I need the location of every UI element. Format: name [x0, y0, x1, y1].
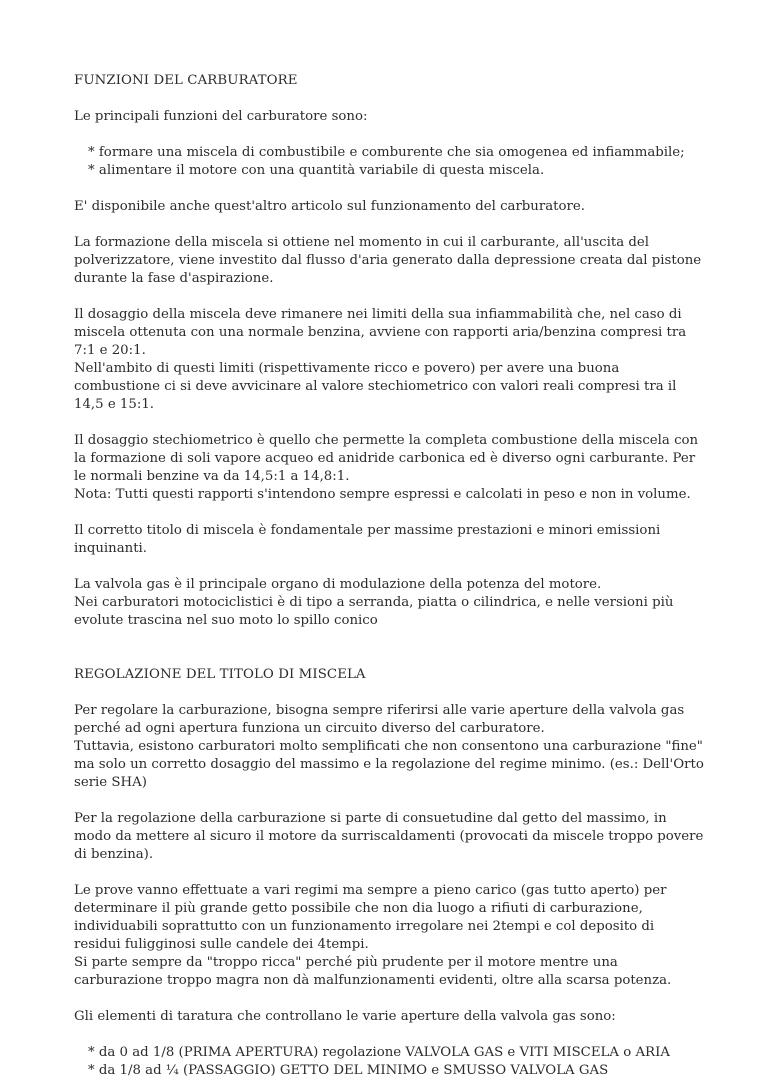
paragraph-ricca: Si parte sempre da "troppo ricca" perché più prudente per il motore mentre una carburazione troppo magra non dà malfunzionamenti evidenti, oltre alla scarsa potenza.: [74, 955, 672, 988]
list-item: * da 1/8 ad ¼ (PASSAGGIO) GETTO DEL MINIMO e SMUSSO VALVOLA GAS: [88, 1062, 704, 1080]
paragraph-dosaggio: Il dosaggio della miscela deve rimanere nei limiti della sua infiammabilità che, nel caso di miscela ottenuta con una normale benzina, avviene con rapporti aria/benzina compresi tra 7:1 e 20:1.: [74, 307, 687, 358]
paragraph-carburatori: Nei carburatori motociclistici è di tipo a serranda, piatta o cilindrica, e nelle versioni più evolute trascina nel suo moto lo spillo conico: [74, 595, 674, 628]
paragraph-valvola: La valvola gas è il principale organo di modulazione della potenza del motore.: [74, 577, 602, 592]
list-item: * alimentare il motore con una quantità variabile di questa miscela.: [88, 162, 704, 180]
paragraph-formazione: La formazione della miscela si ottiene nel momento in cui il carburante, all'uscita del polverizzatore, viene investito dal flusso d'aria generato dalla depressione creata dal pistone durante la fase d'aspirazione.: [74, 235, 702, 286]
section-title-regolazione: REGOLAZIONE DEL TITOLO DI MISCELA: [74, 667, 366, 682]
list-item: * da 0 ad 1/8 (PRIMA APERTURA) regolazione VALVOLA GAS e VITI MISCELA o ARIA: [88, 1044, 704, 1062]
paragraph-stechiometrico: Il dosaggio stechiometrico è quello che permette la completa combustione della miscela con la formazione di soli vapore acqueo ed anidride carbonica ed è diverso ogni carburante. Per le normali benzine va da 14,5:1 a 14,8:1.: [74, 433, 699, 484]
section-title-funzioni: FUNZIONI DEL CARBURATORE: [74, 73, 298, 88]
taratura-list: [74, 1044, 704, 1080]
article-link-paragraph: E' disponibile anche quest'altro articolo sul funzionamento del carburatore.: [74, 199, 585, 214]
intro-paragraph: Le principali funzioni del carburatore sono:: [74, 109, 368, 124]
paragraph-regolare: Per regolare la carburazione, bisogna sempre riferirsi alle varie aperture della valvola gas perché ad ogni apertura funziona un circuito diverso del carburatore.: [74, 703, 685, 736]
document-body: [74, 72, 704, 1080]
list-item: * formare una miscela di combustibile e comburente che sia omogenea ed infiammabile;: [88, 144, 704, 162]
paragraph-tuttavia: Tuttavia, esistono carburatori molto semplificati che non consentono una carburazione "fine" ma solo un corretto dosaggio del massimo e la regolazione del regime minimo. (es.: Dell'Orto serie SHA): [74, 739, 704, 790]
functions-list: [74, 144, 704, 180]
paragraph-nota: Nota: Tutti questi rapporti s'intendono sempre espressi e calcolati in peso e non in volume.: [74, 487, 691, 502]
paragraph-regolazione: Per la regolazione della carburazione si parte di consuetudine dal getto del massimo, in modo da mettere al sicuro il motore da surriscaldamenti (provocati da miscele troppo povere di benzina).: [74, 811, 704, 862]
paragraph-titolo: Il corretto titolo di miscela è fondamentale per massime prestazioni e minori emissioni inquinanti.: [74, 523, 661, 556]
paragraph-elementi: Gli elementi di taratura che controllano le varie aperture della valvola gas sono:: [74, 1009, 616, 1024]
paragraph-limiti: Nell'ambito di questi limiti (rispettivamente ricco e povero) per avere una buona combustione ci si deve avvicinare al valore stechiometrico con valori reali compresi tra il 14,5 e 15:1.: [74, 361, 677, 412]
paragraph-prove: Le prove vanno effettuate a vari regimi ma sempre a pieno carico (gas tutto aperto) per determinare il più grande getto possibile che non dia luogo a rifiuti di carburazione, individuabili soprattutto con un funzionamento irregolare nei 2tempi e col deposito di residui fuligginosi sulle candele dei 4tempi.: [74, 883, 667, 952]
